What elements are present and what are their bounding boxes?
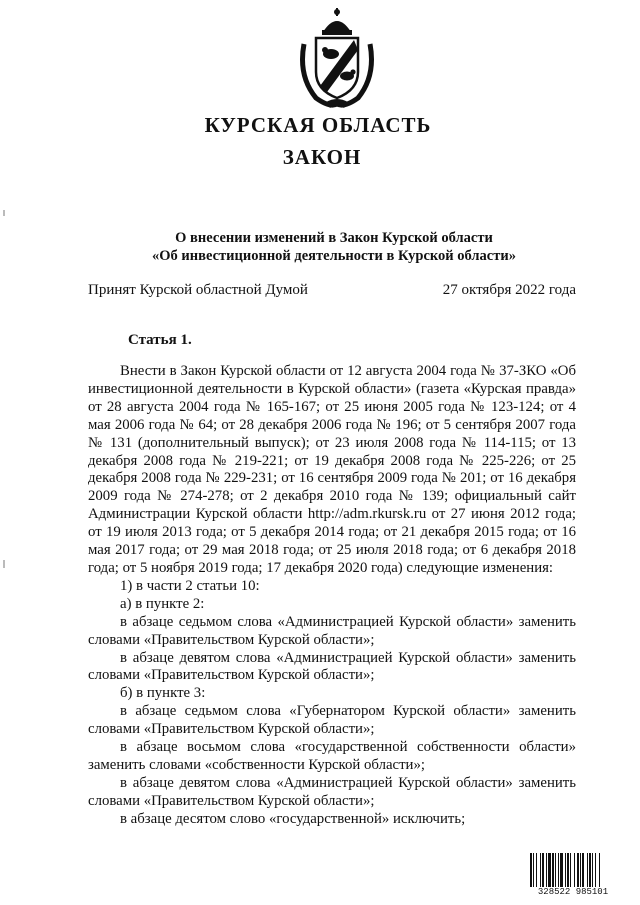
article-paragraph: в абзаце седьмом слова «Губернатором Курской области» заменить словами «Правительством Курской области»;: [88, 703, 576, 738]
article-paragraph: в абзаце девятом слова «Администрацией Курской области» заменить словами «Правительством Курской области»;: [88, 774, 576, 809]
region-heading: КУРСКАЯ ОБЛАСТЬ: [204, 113, 432, 137]
article-paragraph: 1) в части 2 статьи 10:: [120, 577, 260, 594]
adopted-by: Принят Курской областной Думой: [88, 282, 308, 298]
law-subject: [0, 229, 640, 265]
law-subject-line-1: О внесении изменений в Закон Курской области: [175, 230, 493, 246]
adoption-line: [88, 282, 576, 299]
scan-edge-mark: [3, 560, 5, 568]
article-paragraph: в абзаце десятом слово «государственной» исключить;: [120, 810, 466, 827]
article-title: Статья 1.: [128, 332, 192, 348]
article-paragraph: в абзаце восьмом слова «государственной собственности области» заменить словами «собственности Курской области»;: [88, 739, 576, 773]
scan-edge-mark: [3, 210, 5, 216]
document-type-heading: ЗАКОН: [282, 145, 362, 169]
coat-of-arms-icon: [296, 6, 378, 110]
article-paragraph: Внести в Закон Курской области от 12 августа 2004 года № 37-ЗКО «Об инвестиционной деятельности в Курской области» (газета «Курская правда» от 28 августа 2004 года № 165-167; от 25 июня 2005 года № 123-124; от 4 мая 2006 года № 64; от 28 декабря 2006 года № 196; от 5 сентября 2007 года № 131 (дополнительный выпуск); от 23 июля 2008 года № 114-115; от 13 декабря 2008 года № 219-221; от 19 декабря 2008 года № 225-226; от 25 декабря 2008 года № 229-231; от 16 сентября 2009 года № 201; от 16 декабря 2009 года № 274-278; от 2 декабря 2010 года № 139; официальный сайт Администрации Курской области http://adm.rkursk.ru от 27 июня 2012 года; от 19 июля 2013 года; от 5 декабря 2014 года; от 21 декабря 2015 года; от 16 мая 2017 года; от 29 мая 2018 года; от 25 июля 2018 года; от 6 декабря 2018 года; от 5 ноября 2019 года; 17 декабря 2020 года) следующие изменения:: [88, 363, 576, 576]
law-subject-line-2: «Об инвестиционной деятельности в Курской области»: [152, 248, 516, 264]
article-paragraph: в абзаце девятом слова «Администрацией Курской области» заменить словами «Правительством Курской области»;: [88, 649, 576, 684]
barcode-bars: [528, 853, 618, 889]
adoption-date: 27 октября 2022 года: [442, 282, 576, 298]
article-paragraph: б) в пункте 3:: [120, 685, 206, 702]
barcode: [528, 853, 618, 899]
article-paragraph: в абзаце седьмом слова «Администрацией Курской области» заменить словами «Правительством Курской области»;: [88, 613, 576, 648]
article-body: [88, 363, 576, 829]
article-paragraph: а) в пункте 2:: [120, 595, 205, 612]
barcode-number: 328522 985101: [528, 887, 618, 898]
